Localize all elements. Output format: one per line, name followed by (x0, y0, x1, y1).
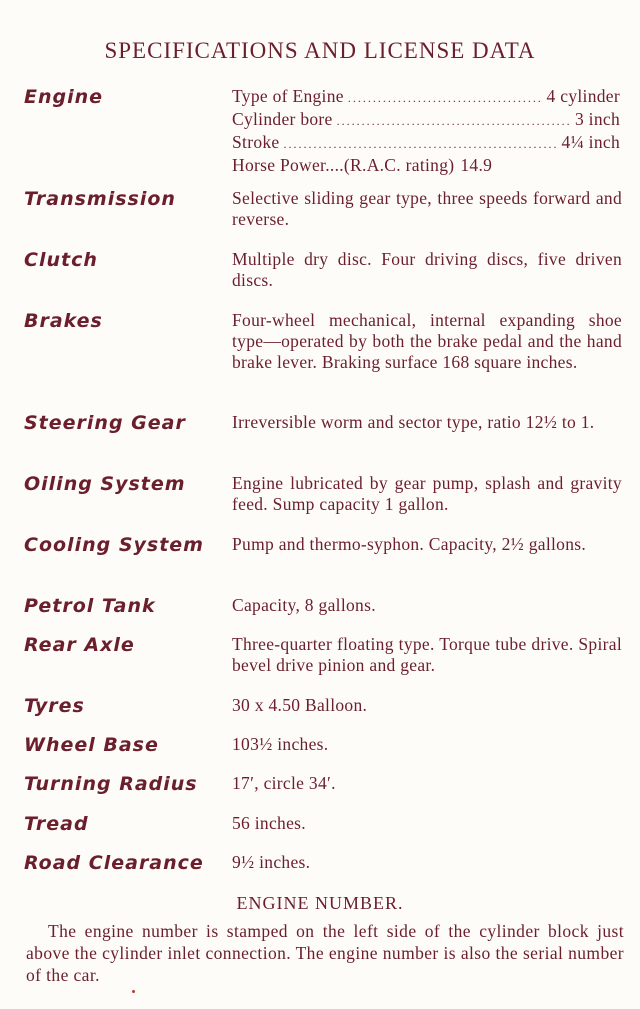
spec-text: 56 inches. (232, 813, 306, 833)
spec-text: Irreversible worm and sector type, ratio 12½ to 1. (232, 412, 595, 432)
spec-label: Oiling System (24, 473, 186, 495)
spec-text: Pump and thermo-syphon. Capacity, 2½ gallons. (232, 534, 587, 554)
dot-leader (348, 88, 543, 109)
page-title: SPECIFICATIONS AND LICENSE DATA (104, 38, 536, 63)
spec-label: Cooling System (24, 534, 204, 556)
engine-line-name: Cylinder bore (232, 109, 333, 129)
spec-label: Engine (24, 86, 104, 108)
spec-label: Brakes (24, 310, 103, 332)
engine-line-bore (232, 109, 620, 132)
engine-line-value: 4 cylinder (546, 86, 620, 106)
engine-details (232, 86, 620, 176)
engine-number-paragraph: The engine number is stamped on the left side of the cylinder block just above the cylinder inlet connection. The engine number is also the serial number of the car. (26, 921, 624, 985)
engine-line-name: Stroke (232, 132, 280, 152)
engine-line-value: 14.9 (460, 155, 493, 175)
spec-label: Tyres (24, 695, 85, 717)
spec-label: Transmission (24, 188, 176, 210)
spec-text: Four-wheel mechanical, internal expanding shoe type—operated by both the brake pedal and the hand brake lever. Braking surface 168 square inches. (232, 310, 622, 372)
spec-text: Multiple dry disc. Four driving discs, five driven discs. (232, 249, 622, 290)
spec-text: Engine lubricated by gear pump, splash and gravity feed. Sump capacity 1 gallon. (232, 473, 622, 514)
engine-line-name: Horse Power....(R.A.C. rating) (232, 155, 455, 175)
spec-label: Tread (24, 813, 89, 835)
spec-label: Rear Axle (24, 634, 135, 656)
spec-label: Steering Gear (24, 412, 186, 434)
spec-text: Selective sliding gear type, three speeds forward and reverse. (232, 188, 622, 229)
dot-leader (337, 111, 571, 132)
dot-leader (284, 134, 558, 155)
spec-text: 9½ inches. (232, 852, 311, 872)
engine-line-name: Type of Engine (232, 86, 344, 106)
spec-label: Petrol Tank (24, 595, 156, 617)
ink-dot (132, 990, 135, 993)
spec-text: Capacity, 8 gallons. (232, 595, 376, 615)
spec-label: Wheel Base (24, 734, 159, 756)
engine-number-heading: ENGINE NUMBER. (236, 893, 404, 913)
spec-text: 103½ inches. (232, 734, 329, 754)
engine-line-value: 4¼ inch (561, 132, 620, 152)
engine-line-horse-power (232, 155, 620, 176)
spec-label: Turning Radius (24, 773, 198, 795)
engine-line-stroke (232, 132, 620, 155)
spec-label: Road Clearance (24, 852, 204, 874)
engine-line-type (232, 86, 620, 109)
spec-text: 17′, circle 34′. (232, 773, 336, 793)
spec-text: 30 x 4.50 Balloon. (232, 695, 368, 715)
spec-label: Clutch (24, 249, 98, 271)
spec-text: Three-quarter floating type. Torque tube drive. Spiral bevel drive pinion and gear. (232, 634, 622, 675)
engine-line-value: 3 inch (574, 109, 620, 129)
